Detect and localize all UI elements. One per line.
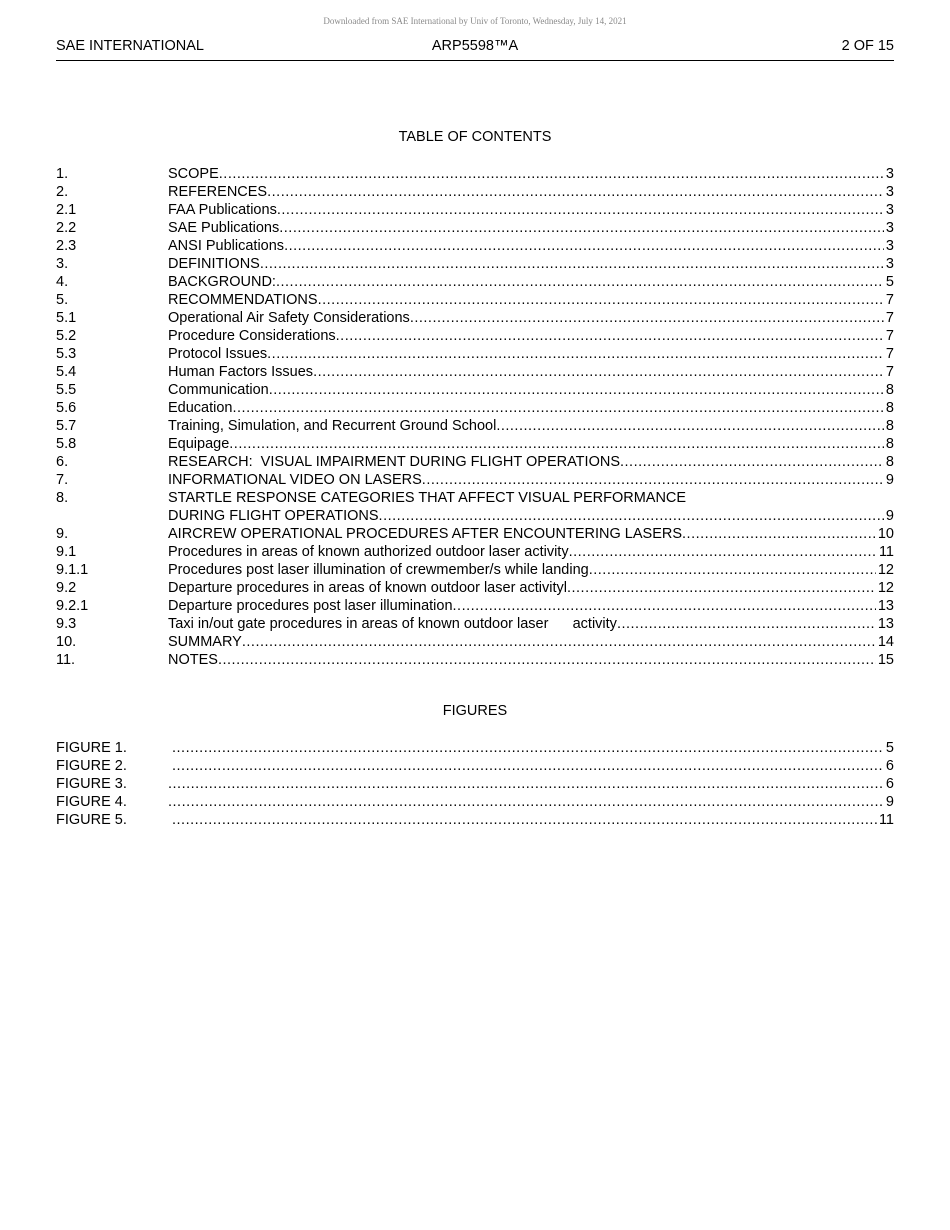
- toc-entry-number: 9.2.1: [56, 598, 89, 614]
- publisher-name: SAE INTERNATIONAL: [56, 38, 204, 54]
- toc-entry-number: 2.1: [56, 202, 77, 218]
- toc-entry-title: Equipage: [168, 436, 230, 452]
- dot-leader: [284, 237, 884, 255]
- toc-entry-page: 12: [877, 580, 894, 596]
- toc-entry-title: Departure procedures post laser illumination: [168, 598, 453, 614]
- toc-entry-number: 5.7: [56, 418, 77, 434]
- dot-leader: [172, 757, 884, 775]
- toc-entry[interactable]: [56, 273, 894, 291]
- toc-entry-number: 11.: [56, 652, 76, 668]
- toc-entry-title: INFORMATIONAL VIDEO ON LASERS: [168, 472, 422, 488]
- toc-entry-page: 11: [878, 544, 894, 560]
- dot-leader: [260, 255, 884, 273]
- toc-entry[interactable]: [56, 651, 894, 669]
- dot-leader: [269, 381, 884, 399]
- dot-leader: [422, 471, 884, 489]
- toc-entry-page: 7: [885, 346, 894, 362]
- toc-entry-title: Departure procedures in areas of known outdoor laser activityl: [168, 580, 567, 596]
- toc-entry[interactable]: [56, 543, 894, 561]
- toc-entry[interactable]: [56, 201, 894, 219]
- running-header: [56, 38, 894, 61]
- toc-entry-title: Training, Simulation, and Recurrent Ground School: [168, 418, 497, 434]
- toc-entry-page: 7: [885, 328, 894, 344]
- figure-entry[interactable]: [56, 793, 894, 811]
- toc-entry[interactable]: [56, 219, 894, 237]
- toc-entry-page: 12: [877, 562, 894, 578]
- dot-leader: [172, 739, 884, 757]
- toc-entry-page: 3: [885, 256, 894, 272]
- dot-leader: [229, 435, 884, 453]
- dot-leader: [172, 811, 877, 829]
- toc-entry-page: 3: [885, 220, 894, 236]
- toc-entry[interactable]: [56, 327, 894, 345]
- toc-entry-number: 2.3: [56, 238, 77, 254]
- toc-entry-page: 3: [885, 202, 894, 218]
- toc-entry-number: 5.5: [56, 382, 77, 398]
- toc-entry[interactable]: [56, 183, 894, 201]
- toc-entry-number: 5.8: [56, 436, 77, 452]
- toc-entry-number: 10.: [56, 634, 77, 650]
- figures-heading: FIGURES: [442, 703, 508, 719]
- toc-entry-number: 2.: [56, 184, 69, 200]
- figure-entry[interactable]: [56, 775, 894, 793]
- toc-entry[interactable]: [56, 561, 894, 579]
- toc-entry-title: SAE Publications: [168, 220, 280, 236]
- figure-page: 6: [885, 776, 894, 792]
- toc-entry[interactable]: [56, 165, 894, 183]
- dot-leader: [276, 273, 884, 291]
- dot-leader: [567, 579, 876, 597]
- toc-entry-page: 3: [885, 184, 894, 200]
- toc-entry[interactable]: [56, 237, 894, 255]
- toc-entry-title: Procedures post laser illumination of crewmember/s while landing: [168, 562, 589, 578]
- dot-leader: [410, 309, 884, 327]
- toc-entry-page: 3: [885, 166, 894, 182]
- toc-entry-title: Procedures in areas of known authorized outdoor laser activity: [168, 544, 569, 560]
- document-number: ARP5598™A: [431, 38, 519, 54]
- figure-page: 9: [885, 794, 894, 810]
- toc-entry[interactable]: [56, 363, 894, 381]
- toc-entry-number: 3.: [56, 256, 69, 272]
- toc-entry-page: 7: [885, 364, 894, 380]
- toc-entry-page: 7: [885, 292, 894, 308]
- toc-entry-number: 9.2: [56, 580, 77, 596]
- figure-label: FIGURE 4.: [56, 794, 127, 810]
- dot-leader: [682, 525, 876, 543]
- toc-entry[interactable]: [56, 381, 894, 399]
- toc-entry-page: 3: [885, 238, 894, 254]
- toc-entry-page: 14: [877, 634, 894, 650]
- toc-entry-title: Human Factors Issues: [168, 364, 314, 380]
- toc-entry-page: 8: [885, 454, 894, 470]
- toc-entry[interactable]: [56, 525, 894, 543]
- toc-entry[interactable]: [56, 597, 894, 615]
- toc-entry-title: NOTES: [168, 652, 218, 668]
- toc-entry-title: Taxi in/out gate procedures in areas of known outdoor laser activity: [168, 616, 617, 632]
- page-indicator: 2 OF 15: [841, 38, 894, 54]
- toc-entry-number: 5.6: [56, 400, 77, 416]
- figure-page: 11: [878, 812, 894, 828]
- toc-entry[interactable]: [56, 255, 894, 273]
- toc-entry[interactable]: [56, 345, 894, 363]
- figure-page: 6: [885, 758, 894, 774]
- dot-leader: [617, 615, 876, 633]
- toc-entry-title: Operational Air Safety Considerations: [168, 310, 410, 326]
- download-watermark: Downloaded from SAE International by Univ of Toronto, Wednesday, July 14, 2021: [323, 16, 627, 26]
- toc-entry-number: 5.3: [56, 346, 77, 362]
- toc-entry-title: Education: [168, 400, 233, 416]
- figure-label: FIGURE 3.: [56, 776, 127, 792]
- dot-leader: [233, 399, 884, 417]
- toc-entry-page: 7: [885, 310, 894, 326]
- toc-entry-number: 2.2: [56, 220, 77, 236]
- toc-entry-number: 8.: [56, 490, 69, 506]
- dot-leader: [218, 651, 876, 669]
- dot-leader: [620, 453, 884, 471]
- toc-entry-number: 6.: [56, 454, 69, 470]
- toc-entry-number: 5.4: [56, 364, 77, 380]
- toc-entry-title: RECOMMENDATIONS: [168, 292, 318, 308]
- figure-label: FIGURE 2.: [56, 758, 127, 774]
- toc-entry-number: 7.: [56, 472, 69, 488]
- toc-entry-title: SCOPE: [168, 166, 219, 182]
- toc-entry[interactable]: [56, 435, 894, 453]
- toc-entry-title: DEFINITIONS: [168, 256, 260, 272]
- toc-entry-number: 4.: [56, 274, 69, 290]
- toc-entry-number: 9.: [56, 526, 69, 542]
- dot-leader: [589, 561, 876, 579]
- dot-leader: [168, 775, 884, 793]
- toc-entry[interactable]: [56, 417, 894, 435]
- toc-entry-title: Procedure Considerations: [168, 328, 336, 344]
- dot-leader: [453, 597, 876, 615]
- toc-entry-page: 8: [885, 418, 894, 434]
- figure-label: FIGURE 5.: [56, 812, 127, 828]
- toc-entry[interactable]: [56, 309, 894, 327]
- dot-leader: [267, 183, 884, 201]
- dot-leader: [279, 219, 884, 237]
- dot-leader: [242, 633, 876, 651]
- toc-entry-title: AIRCREW OPERATIONAL PROCEDURES AFTER ENCOUNTERING LASERS: [168, 526, 683, 542]
- toc-entry-title-continued: DURING FLIGHT OPERATIONS: [168, 508, 379, 524]
- toc-entry-title: FAA Publications: [168, 202, 277, 218]
- dot-leader: [313, 363, 884, 381]
- toc-entry-page: 8: [885, 436, 894, 452]
- figure-entry[interactable]: [56, 757, 894, 775]
- toc-entry-number: 5.: [56, 292, 69, 308]
- toc-entry[interactable]: [56, 399, 894, 417]
- toc-entry-page: 9: [885, 472, 894, 488]
- toc-entry-title: STARTLE RESPONSE CATEGORIES THAT AFFECT VISUAL PERFORMANCE: [168, 490, 687, 506]
- toc-entry-title: Communication: [168, 382, 269, 398]
- toc-entry[interactable]: [56, 633, 894, 651]
- figure-entry[interactable]: [56, 811, 894, 829]
- toc-entry[interactable]: [56, 615, 894, 633]
- toc-entry-number: 9.3: [56, 616, 77, 632]
- toc-entry-page: 13: [877, 616, 894, 632]
- toc-entry-number: 1.: [56, 166, 69, 182]
- figure-label: FIGURE 1.: [56, 740, 127, 756]
- figure-entry[interactable]: [56, 739, 894, 757]
- dot-leader: [318, 291, 884, 309]
- toc-entry-page: 13: [877, 598, 894, 614]
- toc-entry-number: 5.2: [56, 328, 77, 344]
- toc-entry[interactable]: [56, 453, 894, 471]
- dot-leader: [379, 507, 884, 525]
- toc-entry-page: 15: [877, 652, 894, 668]
- toc-entry-number: 9.1.1: [56, 562, 89, 578]
- toc-entry-page: 10: [877, 526, 894, 542]
- toc-entry[interactable]: [56, 489, 894, 525]
- toc-entry-page: 8: [885, 382, 894, 398]
- list-of-figures: [56, 739, 894, 829]
- table-of-contents: [56, 165, 894, 669]
- toc-entry-title: SUMMARY: [168, 634, 242, 650]
- toc-entry-number: 9.1: [56, 544, 77, 560]
- dot-leader: [569, 543, 877, 561]
- toc-entry-number: 5.1: [56, 310, 77, 326]
- toc-entry[interactable]: [56, 471, 894, 489]
- toc-entry-title: ANSI Publications: [168, 238, 285, 254]
- dot-leader: [277, 201, 884, 219]
- toc-entry[interactable]: [56, 579, 894, 597]
- toc-entry-title: Protocol Issues: [168, 346, 268, 362]
- figure-page: 5: [885, 740, 894, 756]
- toc-entry-page: 5: [885, 274, 894, 290]
- toc-entry-title: BACKGROUND:: [168, 274, 276, 290]
- toc-heading: TABLE OF CONTENTS: [398, 129, 552, 145]
- dot-leader: [219, 165, 884, 183]
- dot-leader: [336, 327, 884, 345]
- toc-entry-title: RESEARCH: VISUAL IMPAIRMENT DURING FLIGHT OPERATIONS: [168, 454, 620, 470]
- toc-entry[interactable]: [56, 291, 894, 309]
- dot-leader: [496, 417, 884, 435]
- toc-entry-title: REFERENCES: [168, 184, 268, 200]
- dot-leader: [168, 793, 884, 811]
- toc-entry-page: 9: [885, 508, 894, 524]
- toc-entry-page: 8: [885, 400, 894, 416]
- dot-leader: [267, 345, 884, 363]
